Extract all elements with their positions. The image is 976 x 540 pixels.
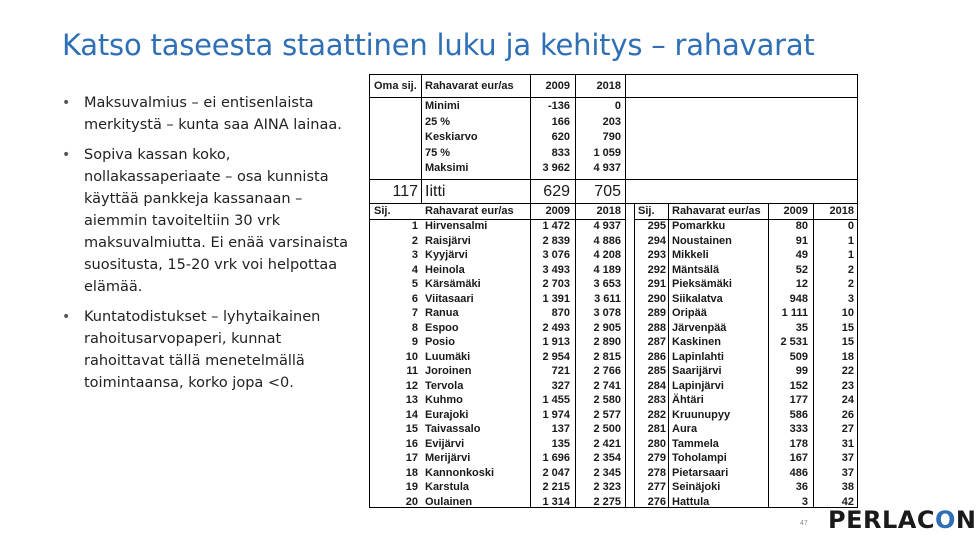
top-row-rank: 18 [405,466,418,479]
bottom-row-2009: 152 [789,379,808,392]
bottom-row-rank: 285 [647,365,666,377]
top-row-2009: 1 974 [542,408,570,421]
bottom-row-2018: 38 [841,481,854,493]
bottom-row-rank: 291 [647,278,666,290]
stat-value-2018: 790 [602,131,621,143]
bottom-row-name: Lapinlahti [672,350,724,363]
own-name: Iitti [425,183,446,200]
top-row-2009: 137 [551,423,570,435]
bottom-row-rank: 290 [647,292,666,305]
top-row-2009: 1 391 [542,292,570,305]
bottom-row-2009: 509 [789,350,808,363]
own-value-2018: 705 [594,183,621,200]
bottom-row-rank: 287 [647,336,666,348]
top-row-2018: 2 766 [593,365,621,377]
bottom-row-rank: 277 [647,481,666,493]
top-row-name: Luumäki [425,350,471,363]
bottom-row-name: Kruunupyy [672,408,731,421]
top-row-2009: 135 [551,437,570,450]
bottom-row-2009: 35 [795,321,808,334]
top-row-2009: 721 [551,365,570,377]
top-row-2018: 2 890 [593,336,621,348]
bottom-header-2018: 2018 [829,205,854,217]
bullet-text: Sopiva kassan koko, nollakassaperiaate – osa kunnista käyttää pankkeja kassanaan – aiemmin tavoiteltiin 30 vrk maksuvalmiutta. Ei enää varsinaista suositusta, 15-20 vrk voi helpottaa elämää. [84,147,348,295]
bottom-row-2018: 2 [847,278,854,290]
bottom-row-2009: 2 531 [780,336,808,348]
top-header-2009: 2009 [545,205,570,217]
stat-label: Keskiarvo [425,131,478,143]
table-divider [370,97,857,98]
top-row-name: Karstula [425,481,470,493]
bottom-row-2018: 3 [847,292,854,305]
top-row-2018: 4 189 [593,263,621,276]
bottom-row-name: Tammela [672,437,719,450]
bottom-row-2009: 1 111 [781,307,808,319]
bottom-row-2018: 10 [841,307,854,319]
top-row-name: Merijärvi [425,452,471,464]
top-row-2009: 3 076 [542,249,570,261]
top-row-rank: 19 [405,481,418,493]
bottom-row-2018: 31 [841,437,854,450]
top-row-2009: 2 954 [542,350,570,363]
bottom-row-2009: 91 [795,234,808,247]
bottom-row-name: Noustainen [672,234,732,247]
rahavarat-table [369,74,858,508]
bottom-row-name: Mikkeli [672,249,709,261]
top-row-2018: 2 741 [593,379,621,392]
stat-label: 75 % [425,146,451,159]
bottom-row-name: Lapinjärvi [672,379,724,392]
top-row-2009: 1 696 [542,452,570,464]
top-row-name: Eurajoki [425,408,469,421]
top-row-rank: 3 [411,249,418,261]
page-number: 47 [800,520,808,527]
table-divider [625,75,626,507]
bottom-row-rank: 279 [647,452,666,464]
table-divider [421,75,422,204]
top-row-2018: 2 815 [593,350,621,363]
header-year-2009: 2009 [545,80,570,92]
top-row-name: Oulainen [425,495,473,508]
bottom-row-2009: 178 [789,437,808,450]
top-row-2009: 1 455 [542,394,570,406]
top-row-rank: 12 [405,379,418,392]
top-row-2009: 1 314 [542,495,570,508]
bottom-row-2018: 18 [841,350,854,363]
bottom-row-2018: 27 [841,423,854,435]
top-header-sij: Sij. [374,205,391,217]
top-row-2009: 2 839 [542,234,570,247]
bottom-row-rank: 286 [647,350,666,363]
bottom-row-rank: 294 [647,234,666,247]
stat-value-2009: 166 [551,115,570,128]
bottom-row-2018: 37 [841,466,854,479]
bottom-row-rank: 282 [647,408,666,421]
bottom-row-2018: 23 [841,379,854,392]
header-year-2018: 2018 [596,80,621,92]
table-divider [668,203,669,507]
top-row-2018: 4 886 [593,234,621,247]
top-row-2009: 2 703 [542,278,570,290]
bottom-row-rank: 283 [647,394,666,406]
top-row-2009: 2 493 [542,321,570,334]
bottom-row-name: Mäntsälä [672,263,720,276]
bottom-row-2009: 333 [789,423,808,435]
bottom-row-2018: 15 [841,336,854,348]
bottom-row-rank: 284 [647,379,666,392]
bottom-row-rank: 295 [647,220,666,232]
bottom-row-2018: 24 [841,394,854,406]
top-row-name: Kärsämäki [425,278,481,290]
bottom-row-rank: 289 [647,307,666,319]
bottom-row-name: Aura [672,423,698,435]
top-row-2009: 870 [551,307,570,319]
bullet-list [62,92,362,402]
stat-value-2009: 620 [551,131,570,143]
bottom-row-name: Oripää [672,307,707,319]
bottom-row-2009: 49 [795,249,808,261]
bottom-row-name: Seinäjoki [672,481,721,493]
bottom-row-name: Toholampi [672,452,727,464]
top-header-rahavarat: Rahavarat eur/as [425,205,514,217]
bullet-text: Kuntatodistukset – lyhytaikainen rahoitusarvopaperi, kunnat rahoittavat tällä menetelmällä toimintaansa, korko jopa <0. [84,309,321,391]
bottom-row-2009: 177 [789,394,808,406]
top-row-2018: 2 500 [593,423,621,435]
stat-value-2009: 833 [551,146,570,159]
bottom-row-rank: 280 [647,437,666,450]
top-row-name: Kuhmo [425,394,463,406]
top-row-rank: 20 [405,495,418,508]
top-row-2018: 2 323 [593,481,621,493]
top-row-rank: 14 [405,408,418,421]
top-row-2009: 2 215 [542,481,570,493]
bottom-row-2018: 37 [841,452,854,464]
bottom-header-sij: Sij. [638,205,655,217]
top-row-rank: 7 [411,307,418,319]
bottom-row-rank: 293 [647,249,666,261]
bottom-row-name: Siikalatva [672,292,723,305]
stat-value-2009: -136 [547,100,570,112]
own-value-2009: 629 [543,183,570,200]
bottom-row-2009: 3 [801,495,808,508]
top-header-2018: 2018 [596,205,621,217]
top-row-2018: 2 354 [593,452,621,464]
top-row-2018: 2 421 [593,437,621,450]
top-row-2018: 4 208 [593,249,621,261]
bullet-item [62,306,362,394]
slide-title: Katso taseesta staattinen luku ja kehitys – rahavarat [62,28,815,62]
top-row-2018: 3 653 [593,278,621,290]
top-row-name: Tervola [425,379,464,392]
top-row-rank: 2 [411,234,418,247]
top-row-rank: 15 [405,423,418,435]
top-row-2009: 1 913 [542,336,570,348]
top-row-name: Kannonkoski [425,466,495,479]
top-row-rank: 4 [411,263,418,276]
bottom-row-rank: 292 [647,263,666,276]
stat-value-2018: 203 [602,115,621,128]
bottom-row-rank: 281 [647,423,666,435]
stat-label: Maksimi [425,162,469,174]
bottom-row-2009: 167 [789,452,808,464]
bottom-row-name: Pieksämäki [672,278,732,290]
stat-value-2018: 4 937 [593,162,621,174]
bottom-row-2009: 12 [795,278,808,290]
top-row-2018: 3 611 [594,292,621,305]
bullet-item [62,92,362,136]
bullet-text: Maksuvalmius – ei entisenlaista merkitystä – kunta saa AINA lainaa. [84,95,342,133]
top-row-2018: 4 937 [593,220,621,232]
bottom-header-2009: 2009 [783,205,808,217]
bottom-row-name: Hattula [672,495,710,508]
bottom-row-2009: 586 [789,408,808,421]
top-row-name: Posio [425,336,455,348]
top-row-rank: 17 [405,452,418,464]
top-row-name: Kyyjärvi [425,249,468,261]
bullet-dot-icon: • [62,95,71,111]
bottom-row-2018: 1 [847,249,854,261]
top-row-rank: 8 [411,321,418,334]
bottom-row-2009: 486 [789,466,808,479]
top-row-name: Raisjärvi [425,234,471,247]
stat-value-2009: 3 962 [542,162,570,174]
bottom-row-name: Kaskinen [672,336,721,348]
bottom-row-name: Järvenpää [672,321,727,334]
bullet-item [62,144,362,298]
stat-value-2018: 1 059 [593,146,621,159]
logo-text-end: N [955,506,976,534]
stat-label: Minimi [425,100,460,112]
bottom-row-2018: 26 [841,408,854,421]
top-row-name: Viitasaari [425,292,474,305]
top-row-name: Heinola [425,263,465,276]
bottom-row-2018: 22 [841,365,854,377]
bottom-row-name: Pietarsaari [672,466,729,479]
bottom-row-2009: 36 [795,481,808,493]
bottom-header-rahavarat: Rahavarat eur/as [672,205,761,217]
top-row-2009: 3 493 [542,263,570,276]
top-row-2018: 2 580 [593,394,621,406]
top-row-rank: 13 [405,394,418,406]
bottom-row-2018: 1 [847,234,854,247]
bottom-row-name: Saarijärvi [672,365,722,377]
bottom-row-2009: 99 [795,365,808,377]
top-row-rank: 10 [405,350,418,363]
top-row-name: Espoo [425,321,459,334]
bottom-row-rank: 288 [647,321,666,334]
top-row-2018: 2 275 [593,495,621,508]
stat-value-2018: 0 [614,100,621,112]
table-divider [370,203,857,204]
bottom-row-2018: 2 [847,263,854,276]
top-row-2009: 327 [551,379,570,392]
header-oma-sij: Oma sij. [374,80,417,92]
perlacon-logo [828,506,976,534]
top-row-2018: 2 345 [593,466,621,479]
bottom-row-2018: 42 [841,495,854,508]
logo-accent-o: O [934,506,956,534]
top-row-2009: 1 472 [542,220,570,232]
logo-text-start: PERLAC [828,506,935,534]
bottom-row-2009: 948 [789,292,808,305]
top-row-2009: 2 047 [542,466,570,479]
stat-label: 25 % [425,115,451,128]
own-rank: 117 [392,183,418,200]
top-row-name: Joroinen [425,365,472,377]
top-row-2018: 2 577 [593,408,621,421]
top-row-rank: 9 [411,336,418,348]
bullet-dot-icon: • [62,309,71,325]
bottom-row-name: Ähtäri [672,394,704,406]
bottom-row-2018: 15 [841,321,854,334]
top-row-2018: 2 905 [593,321,621,334]
top-row-rank: 6 [411,292,418,305]
bottom-row-2018: 0 [847,220,854,232]
bottom-row-2009: 52 [795,263,808,276]
bottom-row-rank: 278 [647,466,666,479]
top-row-rank: 1 [411,220,418,232]
bullet-dot-icon: • [62,147,71,163]
top-row-name: Ranua [425,307,459,319]
top-row-2018: 3 078 [593,307,621,319]
table-divider [370,179,857,180]
bottom-row-2009: 80 [795,220,808,232]
top-row-name: Hirvensalmi [425,220,488,232]
top-row-name: Taivassalo [425,423,481,435]
top-row-rank: 16 [405,437,418,450]
bottom-row-rank: 276 [647,495,666,508]
top-row-name: Evijärvi [425,437,465,450]
top-row-rank: 5 [411,278,418,290]
header-rahavarat: Rahavarat eur/as [425,80,514,92]
bottom-row-name: Pomarkku [672,220,726,232]
top-row-rank: 11 [406,365,418,377]
